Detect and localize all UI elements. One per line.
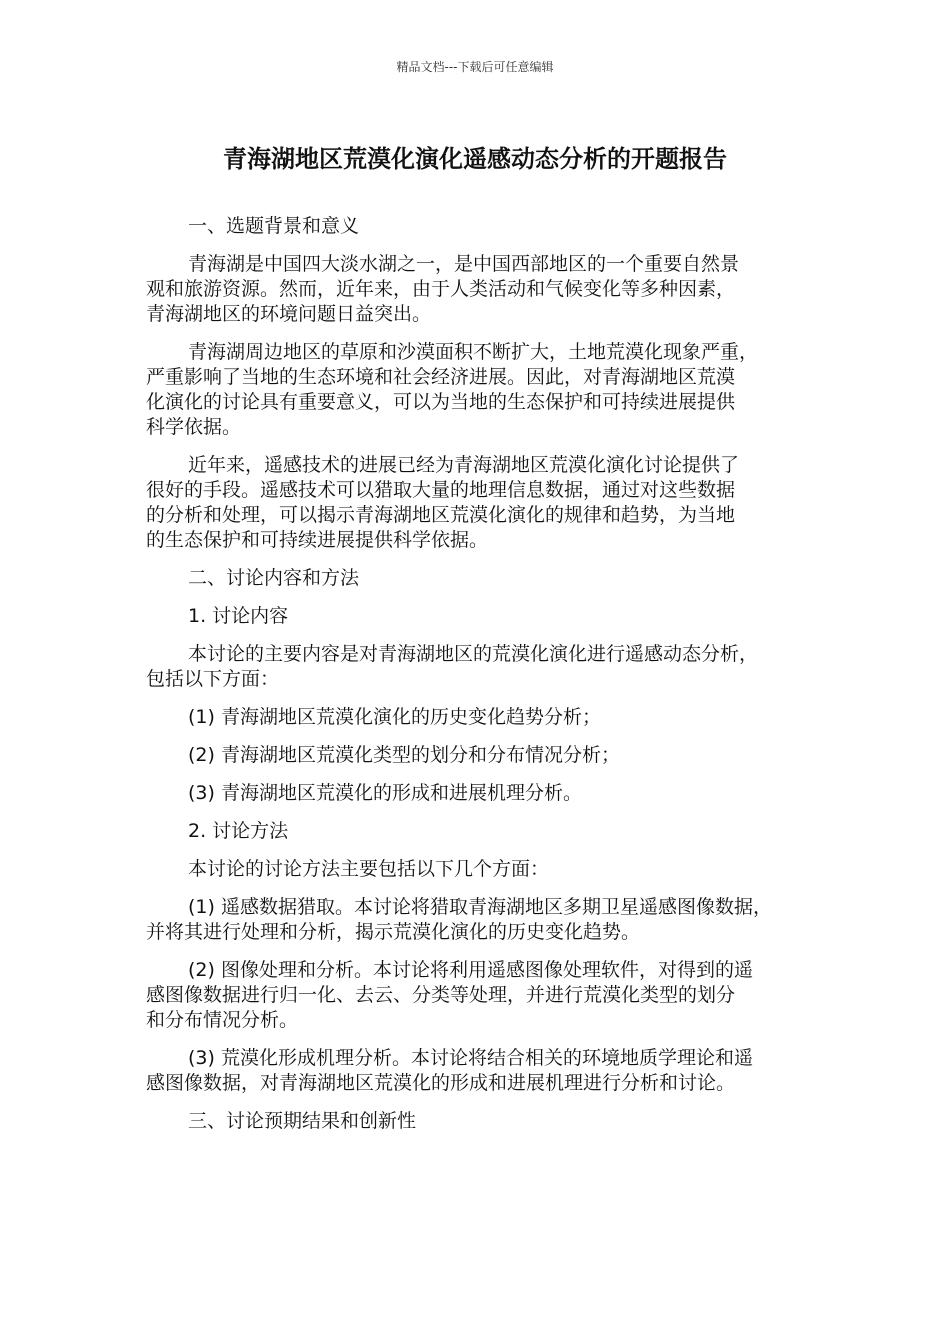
text-line: (1) 遥感数据猎取。本讨论将猎取青海湖地区多期卫星遥感图像数据， [188,896,772,918]
paragraph [146,340,818,440]
text-line: 三、讨论预期结果和创新性 [188,1110,417,1132]
text-line: 感图像数据，对青海湖地区荒漠化的形成和进展机理进行分析和讨论。 [146,1072,736,1094]
section-heading-1 [146,214,818,239]
text-line: 青海湖周边地区的草原和沙漠面积不断扩大，土地荒漠化现象严重， [188,341,759,363]
text-line: 青海湖地区的环境问题日益突出。 [146,303,432,325]
text-line: 化演化的讨论具有重要意义，可以为当地的生态保护和可持续进展提供 [146,391,736,413]
list-item [146,1046,818,1096]
list-item [146,781,818,806]
subheading [146,819,818,844]
list-item [146,958,818,1033]
text-line: 的分析和处理，可以揭示青海湖地区荒漠化演化的规律和趋势，为当地 [146,504,736,526]
text-line: 感图像数据进行归一化、去云、分类等处理，并进行荒漠化类型的划分 [146,984,736,1006]
text-line: 本讨论的主要内容是对青海湖地区的荒漠化演化进行遥感动态分析， [188,643,759,665]
text-line: 一、选题背景和意义 [188,215,360,237]
text-line: 本讨论的讨论方法主要包括以下几个方面： [188,858,550,880]
text-line: 青海湖是中国四大淡水湖之一，是中国西部地区的一个重要自然景 [188,253,740,275]
text-line: 包括以下方面： [146,668,280,690]
paragraph [146,857,818,882]
header-note: 精品文档---下载后可任意编辑 [396,60,554,74]
text-line: 和分布情况分析。 [146,1009,299,1031]
text-line: (3) 荒漠化形成机理分析。本讨论将结合相关的环境地质学理论和遥 [188,1047,753,1069]
list-item [146,705,818,730]
text-line: 的生态保护和可持续进展提供科学依据。 [146,529,489,551]
text-line: 2. 讨论方法 [188,820,289,842]
document-body [146,214,818,1147]
text-line: 严重影响了当地的生态环境和社会经济进展。因此，对青海湖地区荒漠 [146,366,736,388]
text-line: 科学依据。 [146,416,242,438]
text-line: (1) 青海湖地区荒漠化演化的历史变化趋势分析； [188,706,601,728]
section-heading-3 [146,1109,818,1134]
text-line: (2) 图像处理和分析。本讨论将利用遥感图像处理软件，对得到的遥 [188,959,753,981]
list-item [146,895,818,945]
text-line: 并将其进行处理和分析，揭示荒漠化演化的历史变化趋势。 [146,921,641,943]
subheading [146,604,818,629]
paragraph [146,252,818,327]
text-line: 1. 讨论内容 [188,605,289,627]
text-line: 近年来，遥感技术的进展已经为青海湖地区荒漠化演化讨论提供了 [188,454,740,476]
document-title: 青海湖地区荒漠化演化遥感动态分析的开题报告 [223,145,727,173]
paragraph [146,642,818,692]
paragraph [146,453,818,553]
text-line: 二、讨论内容和方法 [188,567,360,589]
section-heading-2 [146,566,818,591]
text-line: 很好的手段。遥感技术可以猎取大量的地理信息数据，通过对这些数据 [146,479,736,501]
list-item [146,743,818,768]
text-line: 观和旅游资源。然而，近年来，由于人类活动和气候变化等多种因素， [146,278,736,300]
text-line: (2) 青海湖地区荒漠化类型的划分和分布情况分析； [188,744,620,766]
text-line: (3) 青海湖地区荒漠化的形成和进展机理分析。 [188,782,582,804]
